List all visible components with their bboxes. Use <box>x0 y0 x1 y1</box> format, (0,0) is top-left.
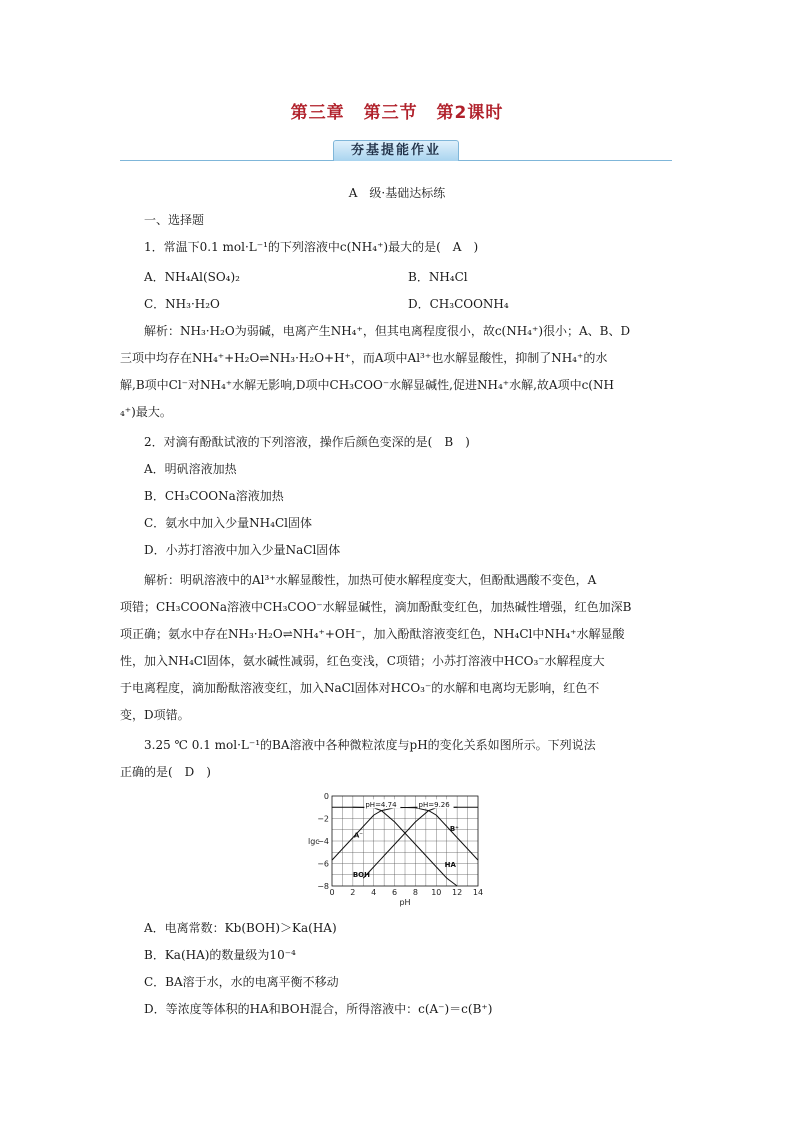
q2-option-b: B．CH₃COONa溶液加热 <box>144 489 284 503</box>
y-tick-label: −6 <box>317 859 329 869</box>
x-tick-label: 12 <box>452 888 463 897</box>
series-line <box>363 807 478 878</box>
x-tick-label: 0 <box>329 888 335 897</box>
x-tick-label: 6 <box>392 888 398 897</box>
series-label: BOH <box>352 871 371 879</box>
x-tick-label: 4 <box>371 888 377 897</box>
q3-option-c: C．BA溶于水，水的电离平衡不移动 <box>144 975 339 989</box>
section-label: 第三节 <box>363 103 418 123</box>
y-tick-label: 0 <box>323 792 329 801</box>
q2-option-a: A．明矾溶液加热 <box>144 462 237 476</box>
y-tick-label: −8 <box>317 882 329 891</box>
q1-option-b: B．NH₄Cl <box>408 270 468 284</box>
q3-option-d: D．等浓度等体积的HA和BOH混合，所得溶液中：c(A⁻)＝c(B⁺) <box>144 1002 493 1016</box>
q1-analysis-line: 三项中均存在NH₄⁺+H₂O⇌NH₃·H₂O+H⁺，而A项中Al³⁺也水解显酸性，抑制了NH₄⁺的水 <box>120 351 608 365</box>
x-tick-label: 2 <box>350 888 356 897</box>
q2-analysis-line: 项正确；氨水中存在NH₃·H₂O⇌NH₄⁺+OH⁻，加入酚酞溶液变红色，NH₄Cl中NH₄⁺水解显酸 <box>120 627 625 641</box>
q1-analysis-line: ₄⁺)最大。 <box>120 405 172 419</box>
section-title: 一、选择题 <box>144 213 205 227</box>
y-tick-label: −2 <box>317 814 329 824</box>
page-title <box>0 98 794 123</box>
q1-option-d: D．CH₃COONH₄ <box>408 297 509 311</box>
x-tick-label: 10 <box>431 888 442 897</box>
q2-option-d: D．小苏打溶液中加入少量NaCl固体 <box>144 543 341 557</box>
lesson-label: 第2课时 <box>436 103 504 123</box>
annotation-label: pH=4.74 <box>365 800 397 809</box>
q3-stem-line2: 正确的是( D ) <box>120 765 211 779</box>
q1-option-a: A．NH₄Al(SO₄)₂ <box>144 270 240 284</box>
level-title: A 级·基础达标练 <box>348 186 446 200</box>
y-tick-label: −4 <box>317 837 329 846</box>
q1-analysis-line: 解析：NH₃·H₂O为弱碱，电离产生NH₄⁺，但其电离程度很小，故c(NH₄⁺)很小；A、B、D <box>144 324 631 338</box>
y-axis-label: lgc <box>308 837 320 846</box>
q2-analysis-line: 性，加入NH₄Cl固体，氨水碱性减弱，红色变浅，C项错；小苏打溶液中HCO₃⁻水解程度大 <box>120 654 605 668</box>
series-label: A⁻ <box>353 831 364 840</box>
x-tick-label: 14 <box>472 888 484 897</box>
q1-option-c: C．NH₃·H₂O <box>144 297 220 311</box>
banner-badge: 夯基提能作业 <box>333 140 459 161</box>
q2-option-c: C．氨水中加入少量NH₄Cl固体 <box>144 516 312 530</box>
annotation-label: pH=9.26 <box>418 800 450 809</box>
q3-option-a: A．电离常数：Kb(BOH)＞Ka(HA) <box>144 921 337 935</box>
q2-analysis-line: 项错；CH₃COONa溶液中CH₃COO⁻水解显碱性，滴加酚酞变红色，加热碱性增强，红色加深B <box>120 600 632 614</box>
q2-analysis-line: 于电离程度，滴加酚酞溶液变红，加入NaCl固体对HCO₃⁻的水解和电离均无影响，红色不 <box>120 681 600 695</box>
q3-option-b: B．Ka(HA)的数量级为10⁻⁴ <box>144 948 296 962</box>
series-label: HA <box>444 860 456 869</box>
q2-analysis-line: 变，D项错。 <box>120 708 190 722</box>
chapter-label: 第三章 <box>290 103 345 123</box>
series-label: B⁺ <box>449 824 459 833</box>
q3-chart <box>298 790 498 910</box>
x-axis-label: pH <box>399 898 411 907</box>
q2-analysis-line: 解析：明矾溶液中的Al³⁺水解显酸性，加热可使水解程度变大，但酚酞遇酸不变色，A <box>144 573 597 587</box>
q2-stem: 2．对滴有酚酞试液的下列溶液，操作后颜色变深的是( B ) <box>144 435 470 449</box>
q1-stem: 1．常温下0.1 mol·L⁻¹的下列溶液中c(NH₄⁺)最大的是( A ) <box>144 240 479 254</box>
x-tick-label: 8 <box>412 888 418 897</box>
q1-analysis-line: 解,B项中Cl⁻对NH₄⁺水解无影响,D项中CH₃COO⁻水解显碱性,促进NH₄⁺水解,故A项中c(NH <box>120 378 614 392</box>
q3-stem: 3.25 ℃ 0.1 mol·L⁻¹的BA溶液中各种微粒浓度与pH的变化关系如图所示。下列说法 <box>144 738 596 752</box>
